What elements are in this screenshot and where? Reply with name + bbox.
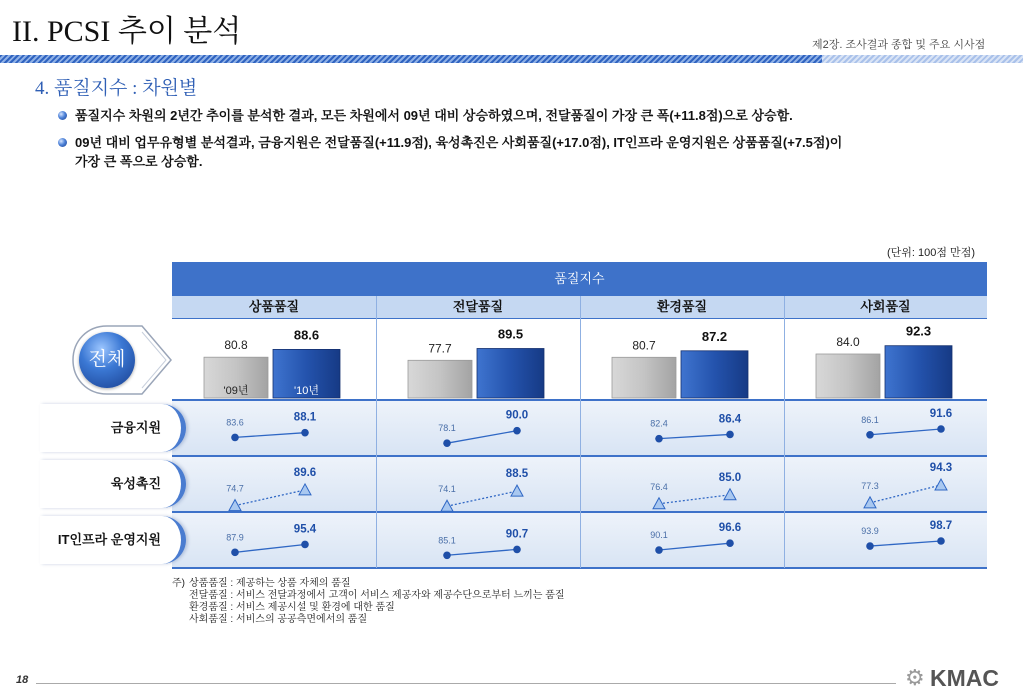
bullet-text: 품질지수 차원의 2년간 추이를 분석한 결과, 모든 차원에서 09년 대비 상승하였으며, 전달품질이 가장 큰 폭(+11.8점)으로 상승함. — [75, 108, 793, 123]
trend-line-finance-support-social-quality — [870, 429, 941, 435]
point-10-promotion-environment-quality — [724, 489, 736, 500]
bar-label-10-product-quality: 88.6 — [293, 327, 320, 343]
page-title: II. PCSI 추이 분석 — [12, 15, 242, 48]
point-10-it-infra-delivery-quality — [513, 546, 521, 554]
blue-sphere-bullet-icon — [58, 138, 67, 147]
trend-line-promotion-social-quality — [870, 485, 941, 503]
footnote-prefix: 주) — [172, 578, 185, 589]
footer-divider — [36, 683, 896, 684]
point-label-10-it-infra-delivery-quality: 90.7 — [505, 528, 529, 541]
bullet-item — [58, 133, 998, 171]
point-label-09-finance-support-social-quality: 86.1 — [861, 414, 879, 425]
trend-line-promotion-delivery-quality — [447, 491, 517, 506]
point-10-it-infra-social-quality — [937, 537, 945, 545]
point-label-10-finance-support-product-quality: 88.1 — [293, 411, 317, 424]
bar-label-09-social-quality: 84.0 — [836, 335, 860, 349]
kmac-logo: KMAC — [930, 665, 999, 691]
point-label-10-promotion-product-quality: 89.6 — [293, 466, 317, 479]
bullet-text-continuation: 가장 큰 폭으로 상승함. — [75, 154, 203, 169]
point-10-promotion-delivery-quality — [511, 485, 523, 496]
row-label-promotion: 육성촉진 — [40, 460, 186, 508]
footnote-item: 상품품질 : 제공하는 상품 자체의 품질 — [189, 578, 351, 589]
point-label-10-promotion-social-quality: 94.3 — [929, 462, 953, 474]
point-label-09-promotion-delivery-quality: 74.1 — [438, 484, 456, 495]
point-label-09-finance-support-delivery-quality: 78.1 — [438, 423, 456, 434]
point-label-09-it-infra-delivery-quality: 85.1 — [438, 535, 456, 546]
year-label-10: '10년 — [294, 385, 319, 397]
point-10-finance-support-environment-quality — [726, 431, 734, 439]
quality-index-chart — [172, 318, 987, 568]
point-label-10-finance-support-delivery-quality: 90.0 — [505, 409, 529, 422]
point-09-finance-support-delivery-quality — [443, 439, 451, 447]
trend-line-finance-support-delivery-quality — [447, 431, 517, 443]
bar-10-environment-quality — [681, 351, 748, 398]
point-09-finance-support-product-quality — [231, 434, 239, 442]
chapter-label: 제2장. 조사결과 종합 및 주요 시사점 — [812, 39, 986, 51]
overall-badge: 전체 — [79, 332, 135, 388]
trend-line-it-infra-social-quality — [870, 541, 941, 546]
point-09-it-infra-environment-quality — [655, 546, 663, 554]
point-10-promotion-product-quality — [299, 484, 311, 495]
point-10-finance-support-social-quality — [937, 425, 945, 433]
bar-label-10-delivery-quality: 89.5 — [497, 326, 524, 342]
trend-line-finance-support-product-quality — [235, 433, 305, 438]
point-09-it-infra-delivery-quality — [443, 551, 451, 559]
point-09-it-infra-social-quality — [866, 542, 874, 550]
point-10-finance-support-delivery-quality — [513, 427, 521, 435]
trend-line-it-infra-delivery-quality — [447, 549, 517, 555]
point-label-09-it-infra-social-quality: 93.9 — [861, 526, 879, 537]
point-label-09-promotion-environment-quality: 76.4 — [650, 481, 668, 492]
point-label-09-promotion-social-quality: 77.3 — [861, 480, 879, 491]
page-number: 18 — [16, 674, 29, 686]
bar-10-social-quality — [885, 346, 952, 398]
footnote-item: 전달품질 : 서비스 전달과정에서 고객이 서비스 제공자와 제공수단으로부터 느끼는 품질 — [189, 590, 565, 601]
table-title-header: 품질지수 — [172, 262, 987, 296]
header-stripe-band-light — [822, 55, 1023, 63]
point-label-10-promotion-environment-quality: 85.0 — [718, 471, 742, 484]
bar-09-delivery-quality — [408, 360, 472, 398]
point-10-finance-support-product-quality — [301, 429, 309, 437]
bar-label-09-product-quality: 80.8 — [224, 338, 248, 353]
bullet-item — [58, 106, 998, 125]
gear-icon: ⚙ — [905, 666, 925, 691]
point-label-10-finance-support-environment-quality: 86.4 — [718, 413, 742, 426]
row-label-finance-support: 금융지원 — [40, 404, 186, 452]
trend-line-promotion-product-quality — [235, 490, 305, 506]
point-label-10-it-infra-product-quality: 95.4 — [293, 523, 317, 536]
trend-line-promotion-environment-quality — [659, 495, 730, 504]
point-label-10-finance-support-social-quality: 91.6 — [929, 408, 953, 420]
point-09-it-infra-product-quality — [231, 549, 239, 557]
bar-label-10-environment-quality: 87.2 — [701, 328, 728, 344]
point-label-09-promotion-product-quality: 74.7 — [226, 483, 244, 494]
point-10-promotion-social-quality — [935, 479, 947, 490]
point-label-09-it-infra-environment-quality: 90.1 — [650, 530, 668, 541]
trend-line-it-infra-environment-quality — [659, 543, 730, 550]
point-label-10-promotion-delivery-quality: 88.5 — [505, 468, 529, 481]
point-10-it-infra-environment-quality — [726, 539, 734, 547]
bar-09-social-quality — [816, 354, 880, 398]
section-subtitle: 4. 품질지수 : 차원별 — [35, 78, 198, 99]
unit-note: (단위: 100점 만점) — [887, 247, 975, 259]
footnote-item: 사회품질 : 서비스의 공공측면에서의 품질 — [189, 614, 368, 625]
header-stripe-band — [0, 55, 822, 63]
trend-line-it-infra-product-quality — [235, 544, 305, 552]
point-label-09-finance-support-environment-quality: 82.4 — [650, 418, 668, 429]
point-label-10-it-infra-environment-quality: 96.6 — [718, 522, 742, 535]
point-09-finance-support-environment-quality — [655, 435, 663, 443]
bar-label-09-environment-quality: 80.7 — [632, 338, 656, 353]
column-header-environment-quality: 환경품질 — [580, 296, 784, 318]
bar-10-delivery-quality — [477, 349, 544, 399]
column-header-delivery-quality: 전달품질 — [376, 296, 580, 318]
bar-label-10-social-quality: 92.3 — [905, 323, 932, 339]
point-10-it-infra-product-quality — [301, 541, 309, 549]
column-header-social-quality: 사회품질 — [784, 296, 987, 318]
bar-09-environment-quality — [612, 357, 676, 398]
point-label-09-it-infra-product-quality: 87.9 — [226, 532, 244, 543]
column-header-product-quality: 상품품질 — [172, 296, 376, 318]
blue-sphere-bullet-icon — [58, 111, 67, 120]
row-label-it-infra: IT인프라 운영지원 — [40, 516, 186, 564]
trend-line-finance-support-environment-quality — [659, 434, 730, 438]
bullet-text: 09년 대비 업무유형별 분석결과, 금융지원은 전달품질(+11.9점), 육성촉진은 사회품질(+17.0점), IT인프라 운영지원은 상품품질(+7.5점)이 — [75, 135, 843, 150]
year-label-09: '09년 — [223, 385, 249, 397]
point-09-finance-support-social-quality — [866, 431, 874, 439]
point-label-10-it-infra-social-quality: 98.7 — [929, 520, 953, 532]
point-label-09-finance-support-product-quality: 83.6 — [226, 417, 244, 428]
bar-label-09-delivery-quality: 77.7 — [428, 341, 452, 356]
footnote-item: 환경품질 : 서비스 제공시설 및 환경에 대한 품질 — [189, 602, 395, 613]
